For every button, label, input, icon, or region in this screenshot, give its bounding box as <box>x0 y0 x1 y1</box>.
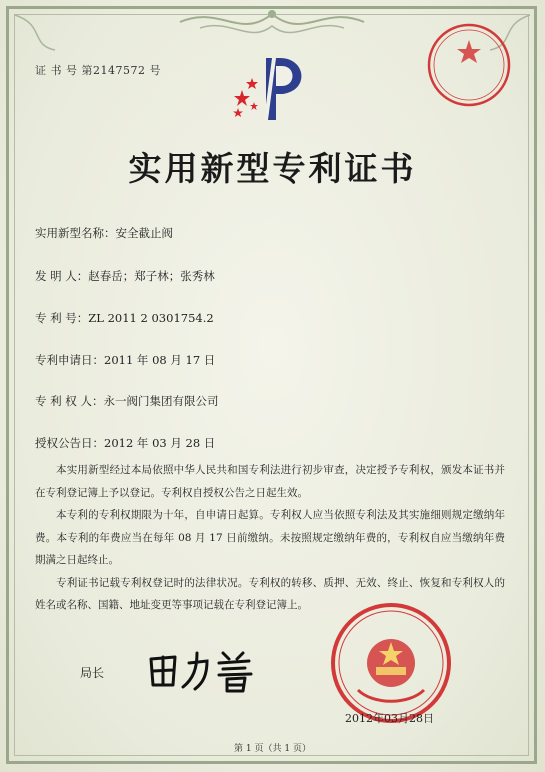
issue-date: 2012年03月28日 <box>345 712 434 725</box>
patentee: 专 利 权 人：永一阀门集团有限公司 <box>35 394 219 408</box>
patent-office-logo-icon <box>228 50 318 125</box>
patent-number: 专 利 号：ZL 2011 2 0301754.2 <box>35 311 214 325</box>
filing-date: 专利申请日：2011 年 08 月 17 日 <box>35 353 216 367</box>
body-paragraph-3: 专利证书记载专利权登记时的法律状况。专利权的转移、质押、无效、终止、恢复和专利权人的姓名或名称、国籍、地址变更等事项记载在专利登记簿上。 <box>35 576 505 611</box>
director-signature-icon <box>145 645 265 695</box>
certificate-number: 证 书 号 第2147572 号 <box>35 64 161 77</box>
certificate-body <box>35 459 505 617</box>
official-seal-icon <box>328 600 454 726</box>
grant-date: 授权公告日：2012 年 03 月 28 日 <box>35 436 216 450</box>
director-label: 局长 <box>80 666 105 680</box>
body-paragraph-2: 本专利的专利权期限为十年，自申请日起算。专利权人应当依照专利法及其实施细则规定缴纳年费。本专利的年费应当在每年 08 月 17 日前缴纳。未按照规定缴纳年费的，专利权自应当缴纳年费期满之日起终止。 <box>35 509 505 566</box>
page-number: 第 1 页（共 1 页） <box>234 744 311 754</box>
certificate-title: 实用新型专利证书 <box>128 149 417 188</box>
inventors: 发 明 人：赵春岳；郑子林；张秀林 <box>35 269 215 283</box>
tax-seal-icon <box>424 20 514 110</box>
body-paragraph-1: 本实用新型经过本局依照中华人民共和国专利法进行初步审查，决定授予专利权，颁发本证书并在专利登记簿上予以登记。专利权自授权公告之日起生效。 <box>35 464 505 499</box>
utility-model-name: 实用新型名称：安全截止阀 <box>35 226 173 240</box>
